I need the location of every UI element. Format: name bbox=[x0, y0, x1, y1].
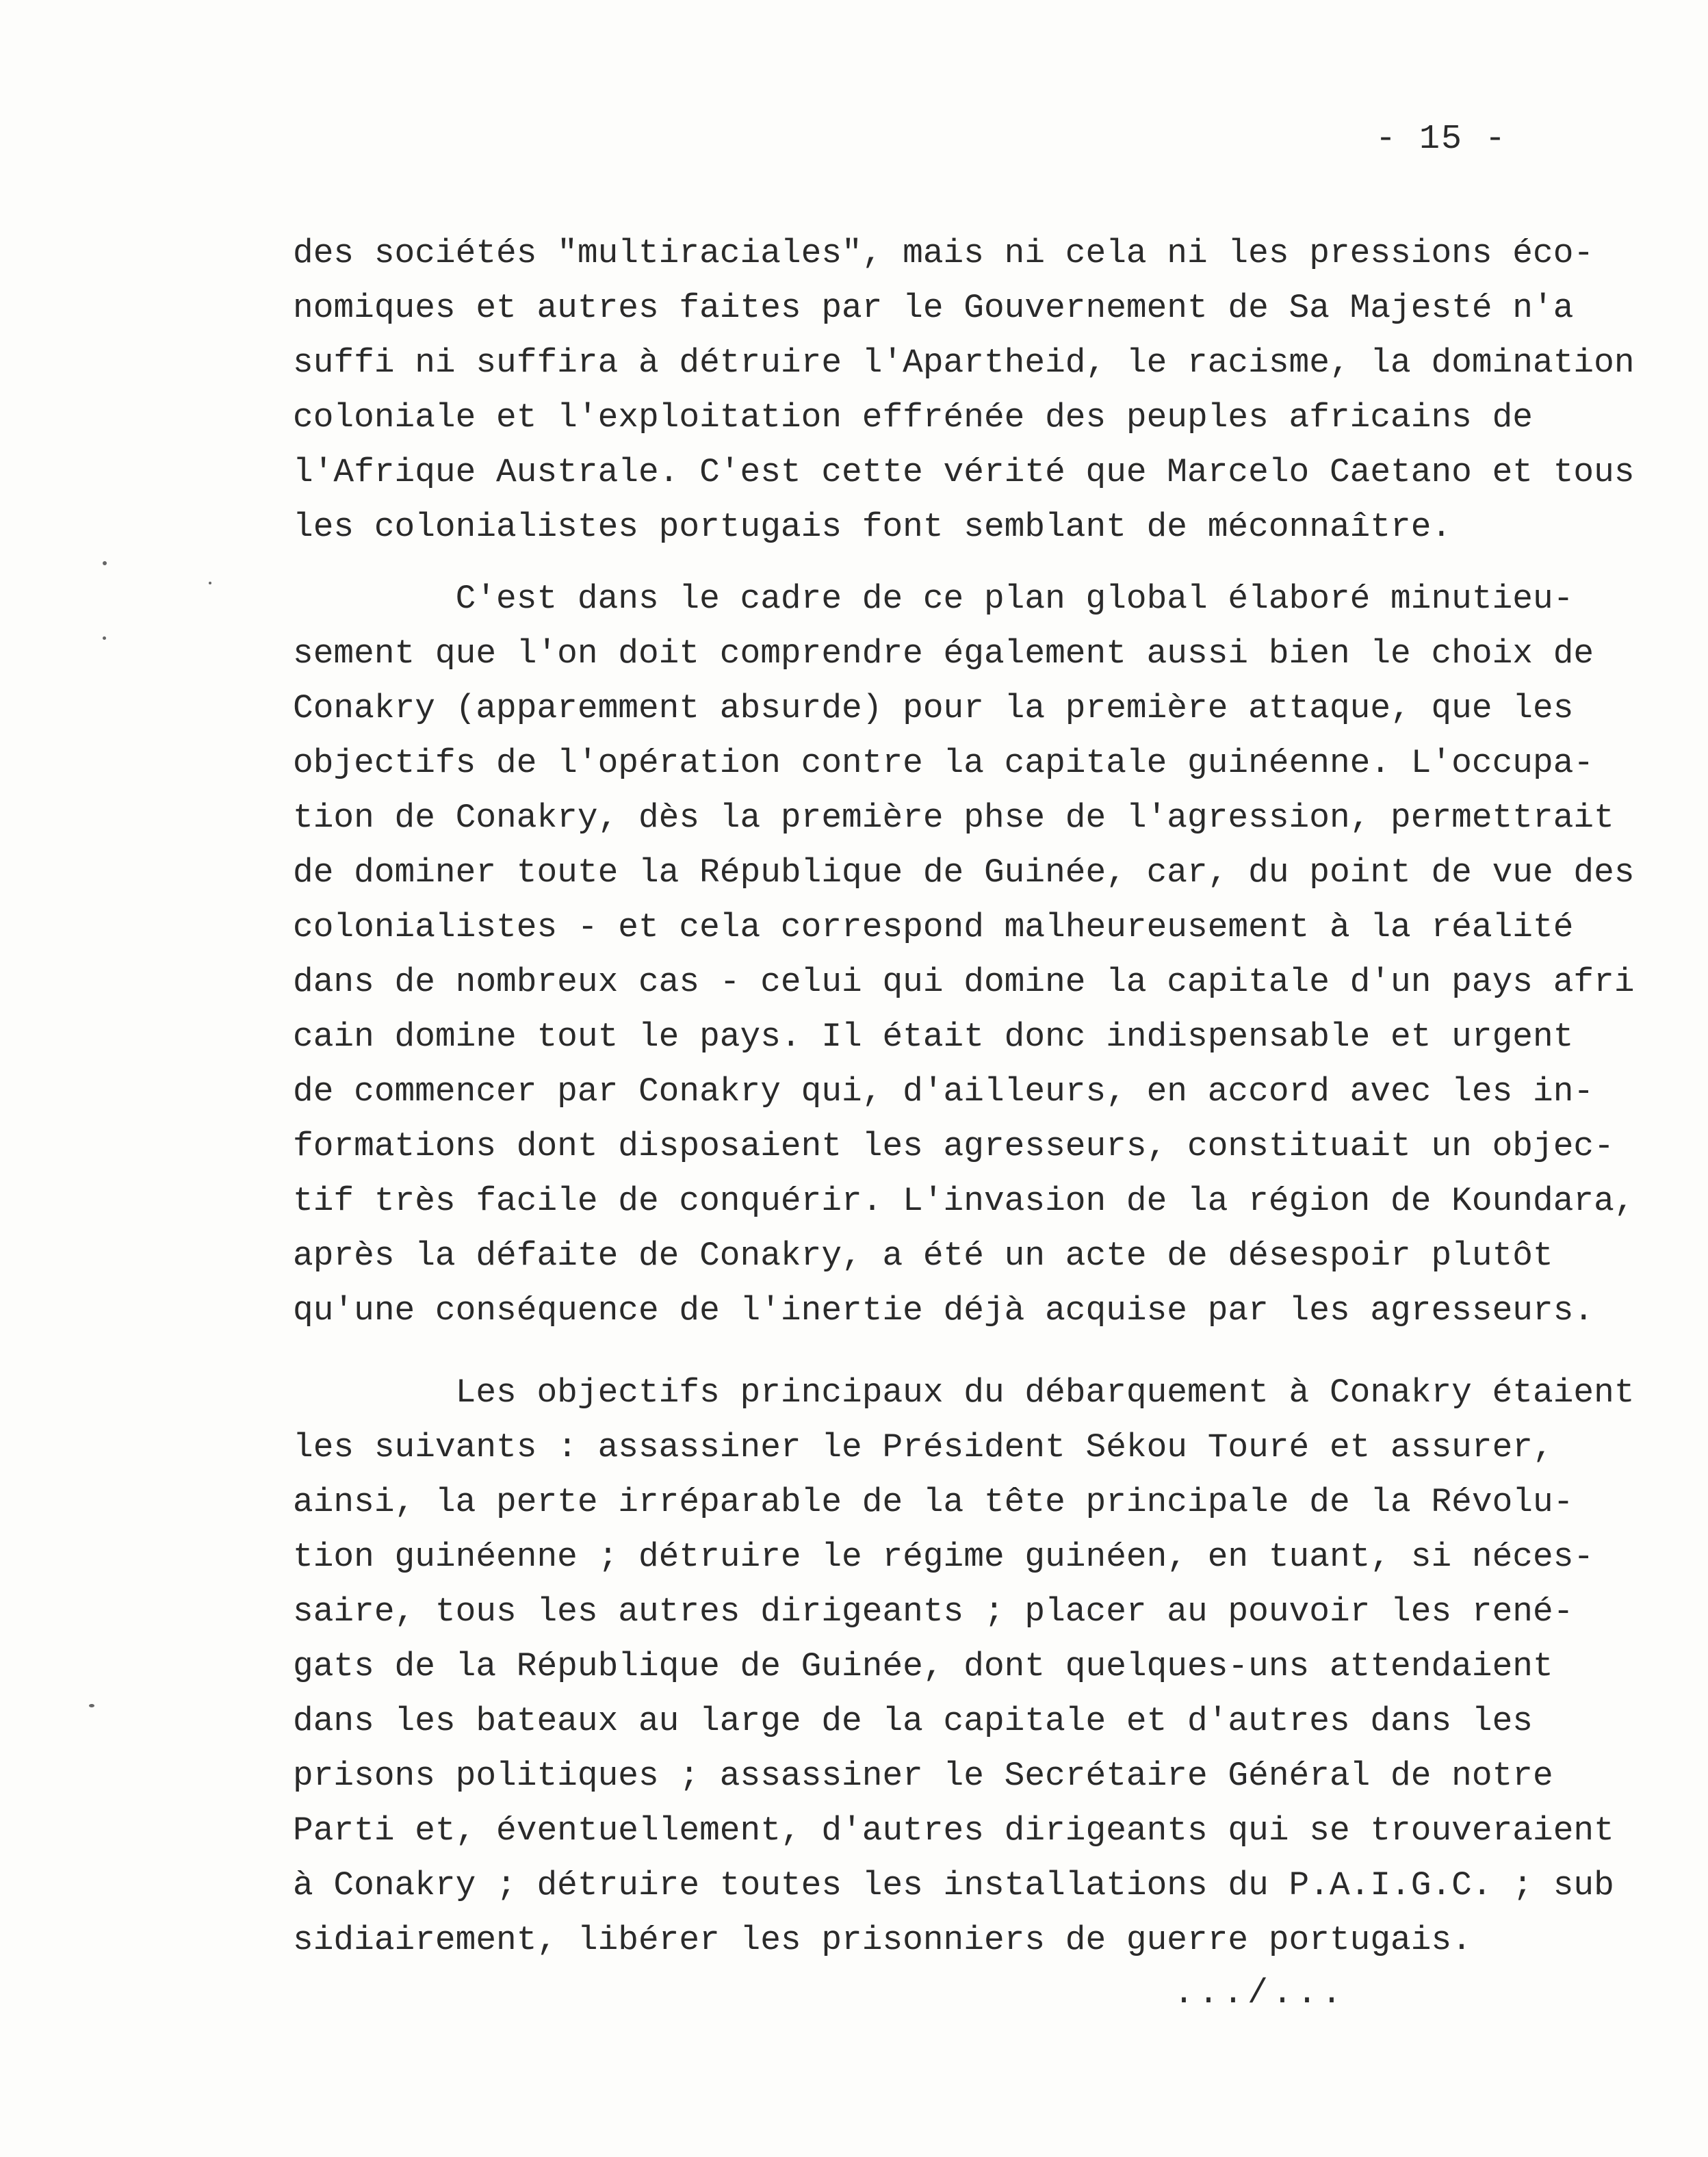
text-line: les colonialistes portugais font semblant de méconnaître. bbox=[293, 508, 1452, 546]
text-line: gats de la République de Guinée, dont quelques-uns attendaient bbox=[293, 1647, 1553, 1685]
text-line: dans les bateaux au large de la capitale et d'autres dans les bbox=[293, 1702, 1533, 1740]
text-line: Les objectifs principaux du débarquement à Conakry étaient bbox=[293, 1373, 1635, 1412]
scan-speck bbox=[209, 582, 211, 584]
text-line: de dominer toute la République de Guinée, car, du point de vue des bbox=[293, 853, 1635, 892]
text-line: colonialistes - et cela correspond malheureusement à la réalité bbox=[293, 908, 1574, 946]
text-line: sidiairement, libérer les prisonniers de guerre portugais. bbox=[293, 1921, 1472, 1959]
text-line: après la défaite de Conakry, a été un acte de désespoir plutôt bbox=[293, 1237, 1553, 1275]
text-line: cain domine tout le pays. Il était donc indispensable et urgent bbox=[293, 1018, 1574, 1056]
continuation-mark: .../... bbox=[1174, 1974, 1347, 2013]
text-line: coloniale et l'exploitation effrénée des peuples africains de bbox=[293, 398, 1533, 437]
text-line: prisons politiques ; assassiner le Secrétaire Général de notre bbox=[293, 1757, 1553, 1795]
scan-speck bbox=[103, 561, 107, 565]
text-line: l'Afrique Australe. C'est cette vérité que Marcelo Caetano et tous bbox=[293, 453, 1635, 491]
scan-speck bbox=[103, 636, 106, 640]
text-line: dans de nombreux cas - celui qui domine la capitale d'un pays afri bbox=[293, 963, 1635, 1001]
text-line: saire, tous les autres dirigeants ; placer au pouvoir les rené- bbox=[293, 1592, 1574, 1631]
text-line: des sociétés "multiraciales", mais ni cela ni les pressions éco- bbox=[293, 234, 1594, 272]
text-line: sement que l'on doit comprendre également aussi bien le choix de bbox=[293, 634, 1594, 673]
page-number: - 15 - bbox=[1375, 120, 1508, 159]
text-line: C'est dans le cadre de ce plan global élaboré minutieu- bbox=[293, 580, 1574, 618]
paragraph-1 bbox=[293, 226, 1648, 554]
text-line: tif très facile de conquérir. L'invasion de la région de Koundara, bbox=[293, 1182, 1635, 1220]
text-line: qu'une conséquence de l'inertie déjà acquise par les agresseurs. bbox=[293, 1291, 1594, 1330]
paragraph-3 bbox=[293, 1365, 1648, 1967]
paragraph-2 bbox=[293, 571, 1648, 1338]
text-line: ainsi, la perte irréparable de la tête principale de la Révolu- bbox=[293, 1483, 1574, 1521]
text-line: Conakry (apparemment absurde) pour la première attaque, que les bbox=[293, 689, 1574, 727]
text-line: les suivants : assassiner le Président Sékou Touré et assurer, bbox=[293, 1428, 1553, 1467]
text-line: tion de Conakry, dès la première phse de l'agression, permettrait bbox=[293, 799, 1614, 837]
text-line: formations dont disposaient les agresseurs, constituait un objec- bbox=[293, 1127, 1614, 1165]
text-line: à Conakry ; détruire toutes les installations du P.A.I.G.C. ; sub bbox=[293, 1866, 1614, 1904]
text-line: objectifs de l'opération contre la capitale guinéenne. L'occupa- bbox=[293, 744, 1594, 782]
text-line: suffi ni suffira à détruire l'Apartheid, le racisme, la domination bbox=[293, 344, 1635, 382]
text-line: tion guinéenne ; détruire le régime guinéen, en tuant, si néces- bbox=[293, 1538, 1594, 1576]
text-line: nomiques et autres faites par le Gouvernement de Sa Majesté n'a bbox=[293, 289, 1574, 327]
text-line: Parti et, éventuellement, d'autres dirigeants qui se trouveraient bbox=[293, 1811, 1614, 1850]
text-line: de commencer par Conakry qui, d'ailleurs, en accord avec les in- bbox=[293, 1072, 1594, 1111]
scan-speck bbox=[89, 1704, 94, 1707]
